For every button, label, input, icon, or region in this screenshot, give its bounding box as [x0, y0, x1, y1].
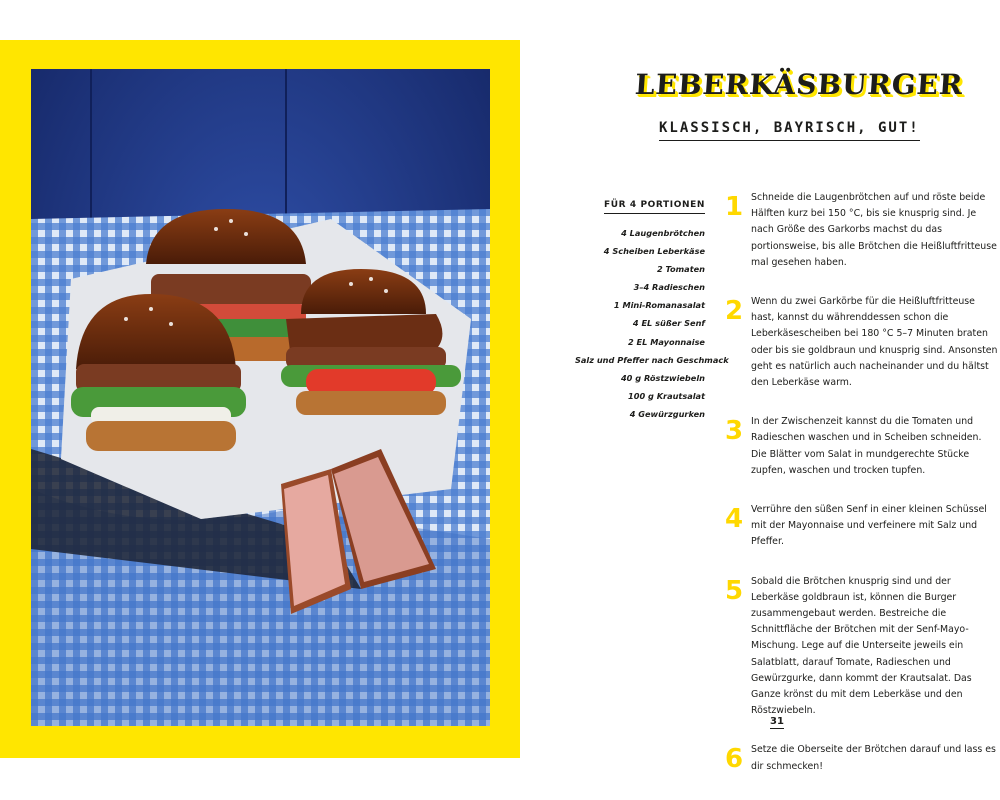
step-6: [725, 742, 1000, 774]
recipe-title: LEBERKÄSBURGER: [633, 68, 965, 101]
ingredient-item: 4 Scheiben Leberkäse: [603, 246, 705, 257]
ingredient-item: 1 Mini-Romanasalat: [613, 300, 705, 311]
step-2: [725, 294, 1000, 391]
recipe-subtitle: KLASSISCH, BAYRISCH, GUT!: [659, 120, 920, 141]
right-page: [525, 0, 1000, 800]
step-4: [725, 502, 1000, 551]
ingredient-item: Salz und Pfeffer nach Geschmack: [575, 354, 729, 365]
ingredient-item: 40 g Röstzwiebeln: [620, 372, 705, 383]
step-text: Wenn du zwei Garkörbe für die Heißluftfritteuse hast, kannst du währenddessen schon die Leberkäsescheiben bei 180 °C 5–7 Minuten braten oder bis sie goldbraun und knusprig sind. Ansonsten geht es natürlich auch nacheinander und du hältst den Leberkäse warm.: [751, 296, 998, 389]
step-text: Verrühre den süßen Senf in einer kleinen Schüssel mit der Mayonnaise und verfeinere mit Salz und Pfeffer.: [751, 504, 987, 548]
burger-photo: [31, 69, 490, 726]
page-number: 31: [770, 716, 784, 727]
ingredient-item: 4 Laugenbrötchen: [621, 228, 705, 238]
ingredient-item: 2 EL Mayonnaise: [627, 336, 705, 347]
ingredient-item: 3–4 Radieschen: [633, 282, 705, 293]
ingredients-list: [575, 224, 729, 423]
ingredients-section: [575, 192, 729, 423]
steps-section: [725, 190, 1000, 775]
step-text: Sobald die Brötchen knusprig sind und der Leberkäse goldbraun ist, können die Burger zusammengebaut werden. Bestreiche die Schnittfläche der Brötchen mit der Senf-Mayo-Mischung. Lege auf die Unterseite jeweils ein Salatblatt, darauf Tomate, Radieschen und Gewürzgurke, dann kommt der Krautsalat. Das Ganze krönst du mit dem Leberkäse und den Röstzwiebeln.: [751, 575, 972, 717]
step-text: Setze die Oberseite der Brötchen darauf und lass es dir schmecken!: [751, 744, 996, 772]
ingredient-item: 2 Tomaten: [656, 264, 705, 275]
ingredients-heading: FÜR 4 PORTIONEN: [604, 200, 705, 214]
ingredient-item: 100 g Krautsalat: [628, 390, 705, 401]
step-number: 1: [725, 192, 744, 222]
step-number: 5: [725, 575, 744, 606]
step-number: 6: [725, 744, 744, 775]
ingredient-item: 4 EL süßer Senf: [632, 318, 705, 329]
step-text: In der Zwischenzeit kannst du die Tomaten und Radieschen waschen und in Scheiben schneiden. Die Blätter vom Salat in mundgerechte Stücke zupfen, waschen und trocken tupfen.: [751, 416, 982, 476]
step-number: 2: [725, 296, 744, 327]
step-number: 4: [725, 504, 744, 535]
step-number: 3: [725, 416, 744, 447]
step-text: Schneide die Laugenbrötchen auf und röste beide Hälften kurz bei 150 °C, bis sie knusprig sind. Je nach Größe des Garkorbs machst du das portionsweise, bis alle Brötchen die Heißluftfritteuse mal gesehen haben.: [751, 192, 997, 268]
ingredient-item: 4 Gewürzgurken: [629, 408, 705, 419]
burger-photo-illustration: [31, 69, 490, 726]
step-3: [725, 414, 1000, 479]
step-1: [725, 190, 1000, 271]
step-5: [725, 574, 1000, 720]
